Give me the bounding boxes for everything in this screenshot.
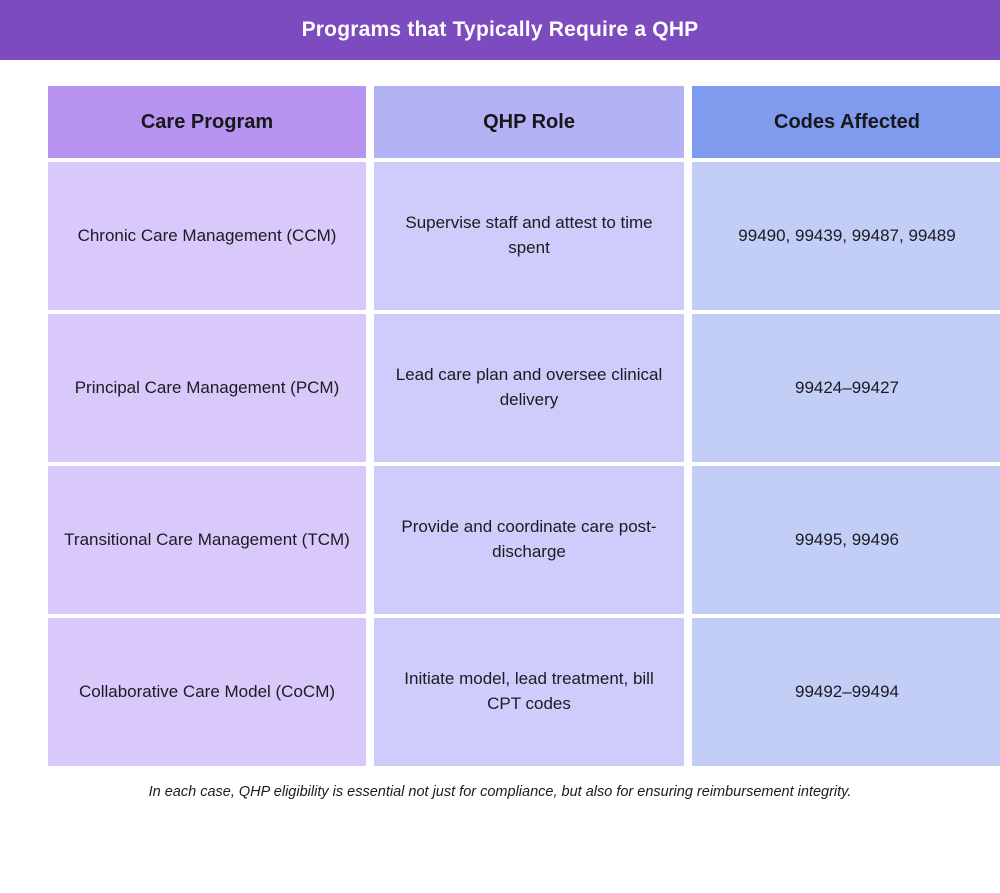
cell-codes-affected: 99492–99494 [692,618,1000,766]
table-header-row [48,86,1000,158]
table-body [48,162,1000,766]
table-row [48,618,1000,766]
cell-qhp-role: Provide and coordinate care post-discharge [374,466,684,614]
title-bar [0,0,1000,60]
column-header-codes-affected: Codes Affected [692,86,1000,158]
cell-codes-affected: 99424–99427 [692,314,1000,462]
column-header-care-program: Care Program [48,86,366,158]
cell-care-program: Chronic Care Management (CCM) [48,162,366,310]
cell-care-program: Collaborative Care Model (CoCM) [48,618,366,766]
qhp-programs-table [40,82,1000,770]
cell-care-program: Principal Care Management (PCM) [48,314,366,462]
cell-codes-affected: 99490, 99439, 99487, 99489 [692,162,1000,310]
table-header [48,86,1000,158]
cell-care-program: Transitional Care Management (TCM) [48,466,366,614]
column-header-qhp-role: QHP Role [374,86,684,158]
footnote: In each case, QHP eligibility is essential not just for compliance, but also for ensuring reimbursement integrity. [148,784,852,800]
table-row [48,162,1000,310]
cell-qhp-role: Supervise staff and attest to time spent [374,162,684,310]
page-title: Programs that Typically Require a QHP [301,18,699,41]
cell-codes-affected: 99495, 99496 [692,466,1000,614]
cell-qhp-role: Lead care plan and oversee clinical delivery [374,314,684,462]
table-container [0,60,1000,800]
table-row [48,466,1000,614]
cell-qhp-role: Initiate model, lead treatment, bill CPT codes [374,618,684,766]
table-row [48,314,1000,462]
